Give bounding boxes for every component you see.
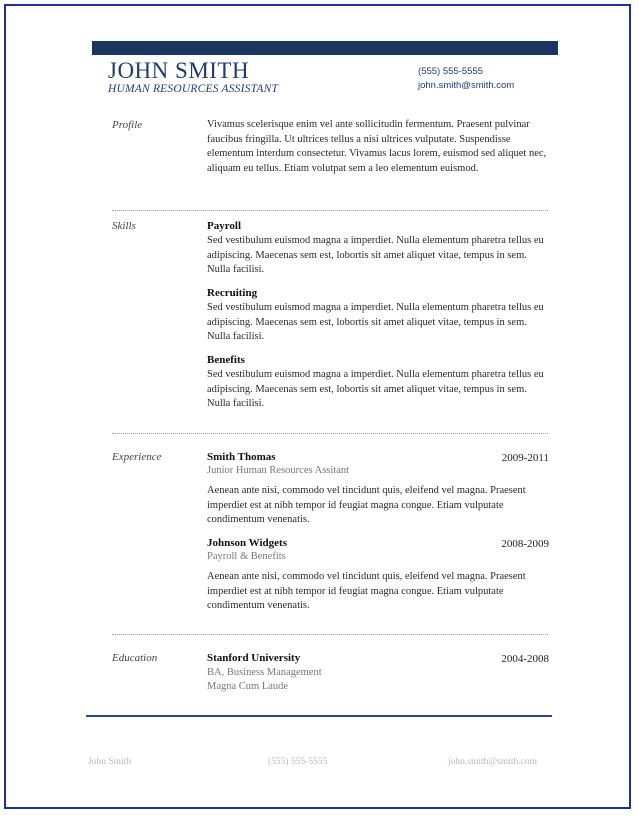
education-label: Education bbox=[112, 652, 158, 664]
job-dates: 2008-2009 bbox=[501, 538, 549, 550]
header-phone: (555) 555-5555 bbox=[418, 66, 483, 77]
skill-title: Payroll bbox=[207, 220, 242, 232]
job-description: Aenean ante nisi, commodo vel tincidunt quis, eleifend vel magna. Praesent imperdiet est at nibh tempor id feugiat magna congue. Etiam vulputate condimentum venenatis. bbox=[207, 571, 526, 612]
honors: Magna Cum Laude bbox=[207, 681, 289, 692]
job-company: Johnson Widgets bbox=[207, 537, 287, 549]
skill-text: Sed vestibulum euismod magna a imperdiet. Nulla elementum pharetra tellus eu adipiscing. Maecenas sem est, lobortis sit amet aliquet vitae, tempus in sem. Nulla facilisi. bbox=[207, 302, 544, 343]
applicant-name: JOHN SMITH bbox=[108, 58, 250, 83]
school-name: Stanford University bbox=[207, 652, 301, 664]
bottom-rule bbox=[86, 715, 552, 717]
divider-skills bbox=[112, 433, 548, 434]
degree: BA, Business Management bbox=[207, 667, 322, 678]
experience-label: Experience bbox=[112, 451, 162, 463]
job-company: Smith Thomas bbox=[207, 451, 276, 463]
skill-text: Sed vestibulum euismod magna a imperdiet. Nulla elementum pharetra tellus eu adipiscing. Maecenas sem est, lobortis sit amet aliquet vitae, tempus in sem. Nulla facilisi. bbox=[207, 235, 544, 276]
profile-text: Vivamus scelerisque enim vel ante sollicitudin fermentum. Praesent pulvinar faucibus fringilla. Ut ultrices tellus a nisi ultrices vulputate. Suspendisse elementum interdum consectetur. Vivamus lacus lorem, euismod sed aliquet nec, aliquam eu tellus. Etiam volutpat sem a leo elementum euismod. bbox=[207, 119, 547, 174]
skills-label: Skills bbox=[112, 220, 136, 232]
job-position: Payroll & Benefits bbox=[207, 551, 286, 562]
header-email: john.smith@smith.com bbox=[418, 80, 515, 91]
profile-label: Profile bbox=[112, 119, 143, 131]
job-description: Aenean ante nisi, commodo vel tincidunt quis, eleifend vel magna. Praesent imperdiet est at nibh tempor id feugiat magna congue. Etiam vulputate condimentum venenatis. bbox=[207, 485, 526, 526]
header-bar bbox=[92, 41, 558, 55]
skill-title: Recruiting bbox=[207, 287, 258, 299]
education-dates: 2004-2008 bbox=[501, 653, 549, 665]
applicant-role: HUMAN RESOURCES ASSISTANT bbox=[108, 83, 279, 95]
skill-text: Sed vestibulum euismod magna a imperdiet. Nulla elementum pharetra tellus eu adipiscing. Maecenas sem est, lobortis sit amet aliquet vitae, tempus in sem. Nulla facilisi. bbox=[207, 369, 544, 410]
skill-title: Benefits bbox=[207, 354, 245, 366]
footer-name: John Smith bbox=[88, 757, 132, 767]
job-position: Junior Human Resources Assitant bbox=[207, 465, 350, 476]
divider-profile bbox=[112, 210, 548, 211]
footer-phone: (555) 555-5555 bbox=[268, 757, 328, 767]
footer-email: john.smith@smith.com bbox=[448, 757, 537, 767]
job-dates: 2009-2011 bbox=[501, 452, 549, 464]
divider-experience bbox=[112, 634, 548, 635]
